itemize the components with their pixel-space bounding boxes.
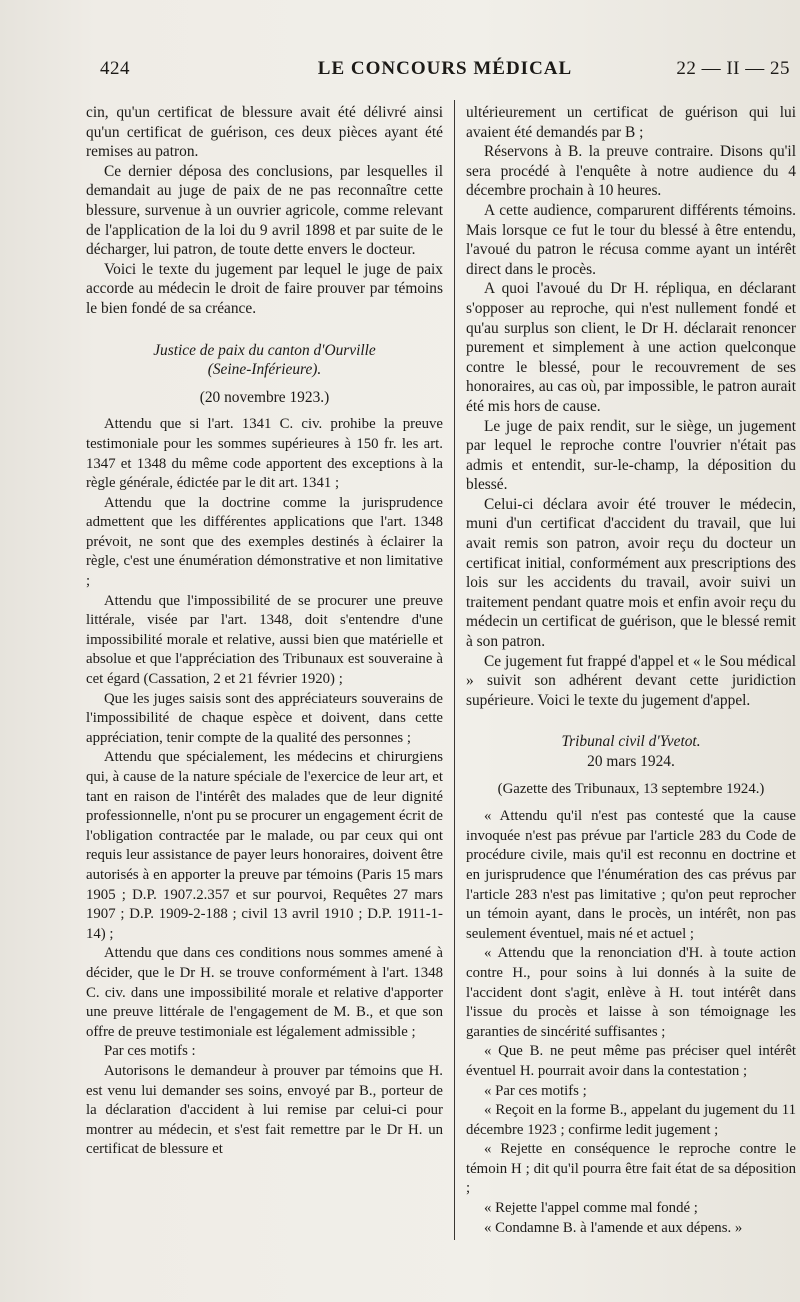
left-column (86, 103, 443, 1160)
paragraph: A quoi l'avoué du Dr H. répliqua, en déclarant s'opposer au reproche, qui n'est nullement fondé et qu'au surplus son client, le Dr H. déclarait renoncer purement et simplement à une action quelconque contre le blessé, pour le recouvrement de ses honoraires, au cas où, par impossible, le patron aurait été mis hors de cause. (466, 280, 796, 415)
paragraph: « Attendu qu'il n'est pas contesté que la cause invoquée n'est pas prévue par l'article 283 du Code de procédure civile, mais qu'il est reconnu en doctrine et en jurisprudence que l'énumération des cas prévus par l'article 283 n'est pas limitative ; qu'on peut reprocher un témoin ayant, dans le procès, un intérêt, non pas seulement éventuel, mais né et actuel ; (466, 808, 796, 942)
journal-title: LE CONCOURS MÉDICAL (317, 58, 573, 79)
paragraph: « Attendu que la renonciation d'H. à toute action contre H., pour soins à lui donnés à la suite de l'accident dont s'agit, enlève à H. tout intérêt dans l'issue du procès et laisse à son témoignage les garanties de sincérité suffisantes ; (466, 945, 796, 1040)
court-subheading: (Seine-Inférieure). (207, 361, 322, 379)
paragraph: Par ces motifs : (104, 1043, 196, 1060)
paragraph: Attendu que la doctrine comme la jurisprudence admettent que les différentes applications que l'art. 1348 prévoit, ne sont que des exemples destinés à éclairer la règle, c'est une énumération démonstrative et non limitative ; (86, 494, 443, 590)
paragraph: Le juge de paix rendit, sur le siège, un jugement par lequel le reproche contre l'ouvrier n'était pas admis et entendit, sur-le-champ, la déposition du blessé. (466, 417, 796, 494)
paragraph: Attendu que l'impossibilité de se procurer une preuve littérale, visée par l'art. 1348, doit s'entendre d'une impossibilité morale et relative, aussi bien que matérielle et absolue et que l'appréciation des Tribunaux est souveraine à cet égard (Cassation, 2 et 21 février 1920) ; (86, 592, 443, 688)
paragraph: Que les juges saisis sont des appréciateurs souverains de l'impossibilité de chaque espèce et doivent, dans cette appréciation, tenir compte de la qualité des personnes ; (86, 690, 443, 746)
court-date: 20 mars 1924. (587, 753, 675, 770)
paragraph: « Condamne B. à l'amende et aux dépens. » (484, 1219, 743, 1236)
issue-date: 22 — II — 25 (676, 58, 790, 79)
paragraph: « Rejette en conséquence le reproche contre le témoin H ; dit qu'il pourra être fait état de sa déposition ; (466, 1141, 796, 1197)
paragraph: Voici le texte du jugement par lequel le juge de paix accorde au médecin le droit de faire prouver par témoins le bien fondé de sa créance. (86, 260, 443, 317)
right-column (466, 103, 796, 1238)
paragraph: Ce dernier déposa des conclusions, par lesquelles il demandait au juge de paix de ne pas reconnaître cette blessure, survenue à un ouvrier agricole, comme relevant de l'application de la loi du 9 avril 1898 et par suite de le décharger, lui patron, de toute dette envers le docteur. (86, 162, 443, 259)
source-citation: (Gazette des Tribunaux, 13 septembre 1924.) (497, 780, 765, 797)
paragraph: cin, qu'un certificat de blessure avait été délivré ainsi qu'un certificat de guérison, ces deux pièces ayant été remises au patron. (86, 104, 443, 161)
page-number: 424 (100, 58, 130, 79)
court-heading: Tribunal civil d'Yvetot. (561, 733, 701, 751)
paragraph: Attendu que si l'art. 1341 C. civ. prohibe la preuve testimoniale pour les sommes supérieures à 150 fr. les art. 1347 et 1348 du même code apportent des exceptions à la règle générale, édictée par le dit art. 1341 ; (86, 416, 443, 492)
paragraph: Attendu que dans ces conditions nous sommes amené à décider, que le Dr H. se trouve conformément à l'art. 1348 C. civ. dans une impossibilité morale et relative d'apporter une preuve littérale de l'engagement de M. B., et que son offre de preuve testimoniale est légalement admissible ; (86, 945, 443, 1040)
paragraph: « Que B. ne peut même pas préciser quel intérêt éventuel H. pourrait avoir dans la contestation ; (466, 1043, 796, 1079)
paragraph: Attendu que spécialement, les médecins et chirurgiens qui, à cause de la nature spéciale de l'exercice de leur art, et tant en raison de l'intérêt des malades que de leur dignité professionnelle, n'ont pu se procurer un engagement écrit de l'obligation contractée par le malade, ou par ceux qui ont requis leur assistance de payer leurs honoraires, doivent être autorisés à en apporter la preuve par témoins (Paris 15 mars 1905 ; D.P. 1907.2.357 et sur pourvoi, Requêtes 27 mars 1907 ; D.P. 1909-2-188 ; civil 13 avril 1910 ; D.P. 1911-1-14) ; (86, 749, 443, 942)
column-divider (454, 100, 455, 1240)
paragraph: A cette audience, comparurent différents témoins. Mais lorsque ce fut le tour du blessé à être entendu, l'avoué du patron le récusa comme ayant un intérêt direct dans le procès. (466, 201, 796, 278)
paragraph: Réservons à B. la preuve contraire. Disons qu'il sera procédé à l'enquête à notre audience du 4 décembre prochain à 10 heures. (466, 143, 796, 200)
paragraph: Celui-ci déclara avoir été trouver le médecin, muni d'un certificat d'accident du travail, que lui avait remis son patron, avoir reçu du docteur un certificat initial, conformément aux prescriptions des lois sur les accidents du travail, avoir suivi un traitement pendant quatre mois et enfin avoir reçu du médecin un certificat de guérison, que le blessé remit à son patron. (466, 495, 796, 651)
page-header (100, 58, 790, 84)
court-date: (20 novembre 1923.) (199, 388, 330, 406)
paragraph: Autorisons le demandeur à prouver par témoins que H. est venu lui demander ses soins, envoyé par B., porteur de la déclaration d'accident à lui remise par celui-ci pour montrer au médecin, et s'est fait remettre par le Dr H. un certificat de blessure et (86, 1062, 443, 1158)
court-heading: Justice de paix du canton d'Ourville (153, 341, 376, 359)
paragraph: « Reçoit en la forme B., appelant du jugement du 11 décembre 1923 ; confirme ledit jugement ; (466, 1102, 796, 1138)
paragraph: « Rejette l'appel comme mal fondé ; (484, 1200, 698, 1217)
paragraph: ultérieurement un certificat de guérison qui lui avaient été demandés par B ; (466, 104, 796, 141)
paragraph: « Par ces motifs ; (484, 1082, 587, 1099)
paragraph: Ce jugement fut frappé d'appel et « le Sou médical » suivit son adhérent devant cette juridiction supérieure. Voici le texte du jugement d'appel. (466, 652, 796, 709)
